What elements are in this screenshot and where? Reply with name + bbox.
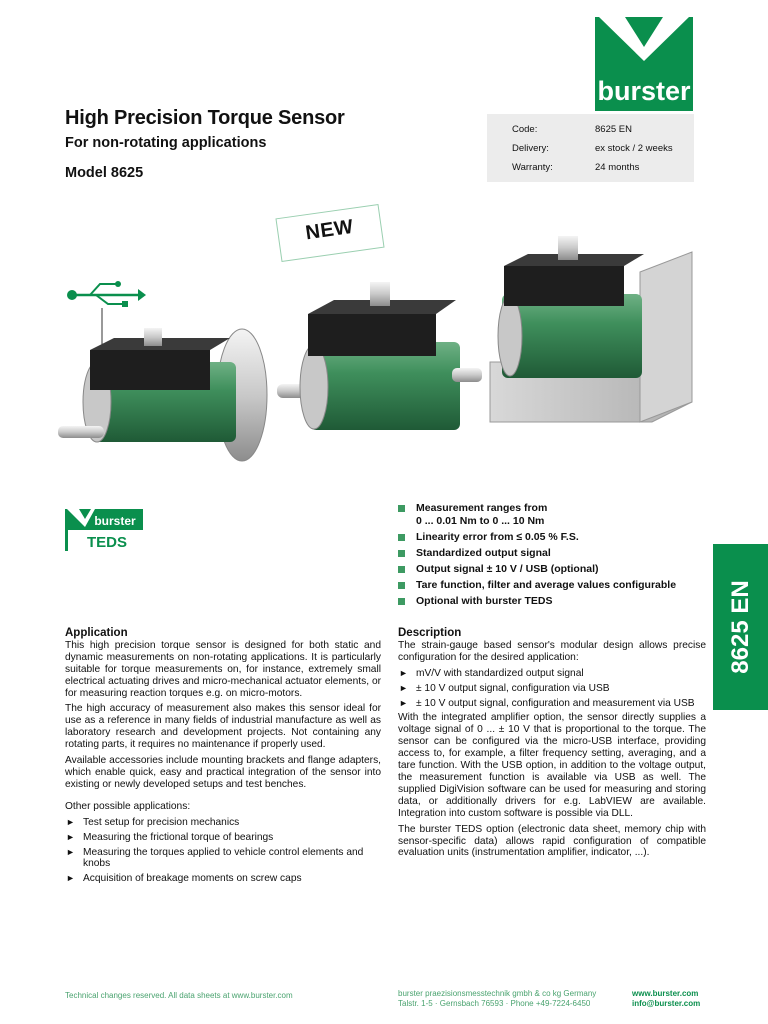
footer-address [398, 989, 596, 1009]
application-paragraph: This high precision torque sensor is designed for both static and dynamic measurements on non-rotating applications. It is particularly suitable for torque measurements on, for instance, extremely small electrical actuating drives and micro-mechanical actuator elements, or for measuring reaction torques e.g. on micro-motors. [65, 639, 381, 699]
application-paragraph: Available accessories include mounting brackets and flange adapters, which enable quick, easy and practical integration of the sensor into existing or newly developed setups and test benches. [65, 755, 381, 790]
feature-item: Optional with burster TEDS [398, 595, 708, 608]
page-title: High Precision Torque Sensor [65, 107, 345, 129]
page-subtitle: For non-rotating applications [65, 135, 267, 151]
description-heading: Description [398, 627, 462, 639]
application-paragraph: The high accuracy of measurement also makes this sensor ideal for use as a reference in many fields of industrial manufacture as well as laboratory research and development projects. Not containing any rotating parts, it requires no maintenance if properly used. [65, 703, 381, 751]
sensor-flange-version [58, 328, 267, 461]
product-image [52, 232, 702, 482]
info-warranty-value: 24 months [595, 162, 640, 173]
feature-item: Tare function, filter and average values configurable [398, 579, 708, 592]
burster-teds-logo [65, 509, 143, 551]
feature-item: Output signal ± 10 V / USB (optional) [398, 563, 708, 576]
info-warranty-label: Warranty: [512, 162, 553, 173]
other-applications-heading: Other possible applications: [65, 800, 191, 812]
sensor-shaft-version [277, 282, 482, 430]
description-list-item: ► ± 10 V output signal, configuration via USB [398, 683, 706, 695]
application-list-item: ► Acquisition of breakage moments on screw caps [65, 873, 381, 885]
description-intro: The strain-gauge based sensor's modular design allows precise configuration for the desired application: [398, 639, 706, 663]
side-tab [713, 544, 768, 710]
footer-email-link[interactable]: info@burster.com [632, 999, 701, 1008]
description-section [398, 628, 706, 863]
description-list-item: ► ± 10 V output signal, configuration and measurement via USB [398, 698, 706, 710]
product-info-box [487, 114, 694, 182]
sensor-bracket-version [490, 236, 692, 422]
application-list-item: ► Test setup for precision mechanics [65, 817, 381, 829]
model-label: Model 8625 [65, 165, 144, 181]
application-section [65, 628, 381, 888]
footer-note: Technical changes reserved. All data sheets at www.burster.com [65, 991, 293, 1000]
new-badge-label: NEW [304, 215, 355, 245]
info-delivery-label: Delivery: [512, 143, 549, 154]
application-heading: Application [65, 627, 128, 639]
info-code-label: Code: [512, 124, 538, 135]
svg-text:burster: burster [597, 76, 691, 106]
svg-text:burster: burster [94, 514, 136, 528]
footer-company: burster praezisionsmesstechnik gmbh & co kg Germany [398, 989, 597, 998]
description-list-item: ► mV/V with standardized output signal [398, 668, 706, 680]
application-list-item: ► Measuring the torques applied to vehicle control elements and knobs [65, 847, 381, 871]
footer-contact [632, 989, 700, 1009]
burster-logo [595, 17, 693, 111]
feature-list [398, 502, 708, 611]
description-paragraph: With the integrated amplifier option, the sensor directly supplies a voltage signal of 0 ... ± 10 V that is proportional to the torque. The sensor can be configured via the micro-USB interface, providing access to, for example, a filter frequency setting, averaging, and a tare function. With the USB option, in addition to the voltage output, the measurement function is available via USB as well. The supplied DigiVision software can be used for measuring and storing data, or additionally drivers for e.g. LabVIEW are available. Integration into custom software is possible via DLL. [398, 712, 706, 819]
side-tab-label: 8625 EN [726, 580, 754, 674]
feature-item: Measurement ranges from 0 ... 0.01 Nm to 0 ... 10 Nm [398, 502, 708, 528]
feature-item: Linearity error from ≤ 0.05 % F.S. [398, 531, 708, 544]
info-code-value: 8625 EN [595, 124, 632, 135]
footer-street: Talstr. 1-5 · Gernsbach 76593 · Phone +49-7224-6450 [398, 999, 591, 1008]
description-paragraph: The burster TEDS option (electronic data sheet, memory chip with sensor-specific data) allows rapid configuration of compatible evaluation units (instrumentation amplifier, indicator, ...). [398, 823, 706, 859]
info-delivery-value: ex stock / 2 weeks [595, 143, 673, 154]
svg-text:TEDS: TEDS [86, 534, 128, 551]
footer-website-link[interactable]: www.burster.com [632, 989, 699, 998]
feature-item: Standardized output signal [398, 547, 708, 560]
application-list-item: ► Measuring the frictional torque of bearings [65, 832, 381, 844]
